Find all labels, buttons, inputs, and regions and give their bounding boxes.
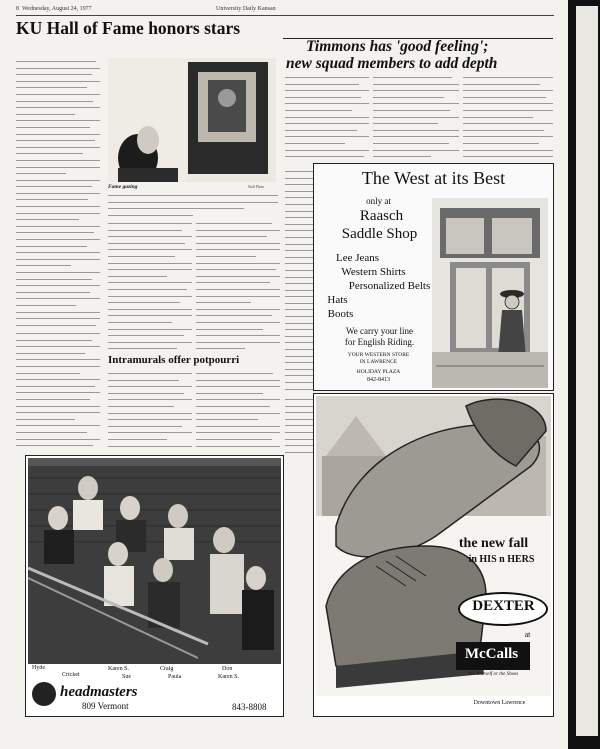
ad-store-name-2: Saddle Shop (341, 226, 418, 242)
raasch-saddle-shop-ad (313, 163, 554, 391)
left-article-col3 (108, 220, 192, 352)
dexter-line2: in HIS n HERS (468, 554, 535, 565)
name-don: Don (222, 666, 233, 672)
adjacent-page-edge (568, 0, 600, 749)
headmasters-logo (32, 682, 56, 706)
right-headline-line1: Timmons has 'good feeling'; (306, 38, 489, 55)
intramurals-headline: Intramurals offer potpourri (108, 354, 240, 366)
dexter-line1: the new fall (458, 536, 529, 551)
ad-store-name-1: Raasch (359, 208, 404, 224)
left-headline: KU Hall of Fame honors stars (16, 18, 241, 38)
photo-caption-text (108, 192, 278, 216)
mccalls-store: McCalls (464, 646, 519, 662)
headmasters-phone: 843-8808 (232, 702, 267, 712)
name-sue: Sue (122, 674, 131, 680)
name-craig: Craig (160, 666, 174, 672)
headmasters-logo-text: headmasters (60, 684, 138, 700)
photo-art (108, 58, 276, 182)
photo-caption: Fame gazing (108, 184, 138, 190)
mccalls-tagline: It's Yourself or the Shoes (468, 672, 519, 677)
name-karen-s-1: Karen S. (108, 666, 129, 672)
headmasters-ad (25, 455, 284, 717)
right-article-col1 (285, 74, 369, 162)
mccalls-location: Downtown Lawrence (473, 700, 526, 706)
ad-item-5: Boots (327, 308, 354, 320)
header-rule (16, 15, 554, 16)
name-cricket: Cricket (62, 672, 80, 678)
right-article-col2 (373, 74, 459, 162)
fame-gazing-photo (108, 58, 276, 182)
dexter-brand: DEXTER (472, 598, 535, 614)
ad-item-2: Western Shirts (341, 266, 406, 278)
left-article-col1 (16, 58, 100, 326)
ad-western-1: YOUR WESTERN STORE (347, 352, 410, 358)
ad-item-4: Hats (327, 294, 348, 306)
page-number: 8 Wednesday, August 24, 1977 (16, 6, 92, 12)
dexter-at: at (524, 630, 531, 639)
staff-group-photo (28, 458, 281, 664)
ad-western-2: IN LAWRENCE (359, 359, 398, 365)
name-hyde: Hyde (32, 665, 45, 671)
ad-carry-1: We carry your line (346, 326, 413, 336)
right-article-col3 (463, 74, 553, 162)
name-karen-s-2: Karen S. (218, 674, 239, 680)
ad-item-3: Personalized Belts (348, 280, 431, 292)
ad-plaza: HOLIDAY PLAZA (356, 369, 401, 375)
name-paula: Paula (168, 674, 182, 680)
dexter-mccalls-ad (313, 393, 554, 717)
ad-title: The West at its Best (361, 168, 506, 188)
intramurals-col1 (108, 370, 192, 450)
right-headline-line2: new squad members to add depth (286, 55, 498, 72)
photo-credit: Staff Photo (248, 185, 265, 189)
headmasters-address: 809 Vermont (82, 701, 129, 711)
ad-only-at: only at (366, 196, 391, 206)
ad-carry-2: for English Riding. (344, 337, 415, 347)
paper-name: University Daily Kansan (216, 6, 276, 12)
ad-phone: 842-8413 (367, 377, 390, 383)
ad-item-1: Lee Jeans (335, 252, 380, 264)
cowboy-storefront-illustration (432, 198, 548, 388)
left-article-col2 (16, 330, 100, 448)
